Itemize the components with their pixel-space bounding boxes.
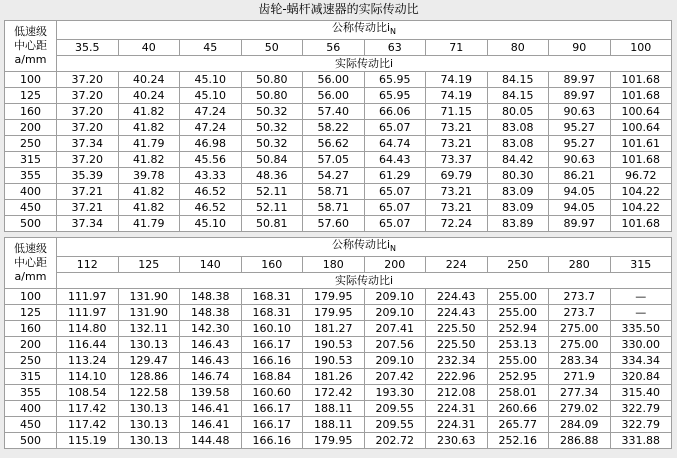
table-row [5,120,672,136]
actual-ratio-cell: 130.13 [118,401,180,417]
center-distance-cell: 315 [5,369,57,385]
nominal-ratio-value: 80 [487,40,549,56]
actual-ratio-cell: 65.07 [364,120,426,136]
actual-ratio-cell: 168.31 [241,305,303,321]
actual-ratio-cell: 260.66 [487,401,549,417]
center-distance-header-line: 低速级 [14,242,47,255]
actual-ratio-cell: 73.21 [426,184,488,200]
actual-ratio-cell: 225.50 [426,337,488,353]
nominal-ratio-value: 35.5 [57,40,119,56]
actual-ratio-cell: 255.00 [487,305,549,321]
actual-ratio-cell: 160.60 [241,385,303,401]
actual-ratio-cell: 50.32 [241,136,303,152]
actual-ratio-cell: 58.22 [303,120,365,136]
actual-ratio-cell: 65.95 [364,88,426,104]
center-distance-cell: 450 [5,417,57,433]
header-row-ratios [5,40,672,56]
actual-ratio-cell: 146.43 [180,337,242,353]
actual-ratio-cell: 225.50 [426,321,488,337]
actual-ratio-cell: 47.24 [180,120,242,136]
actual-ratio-cell: 45.10 [180,72,242,88]
actual-ratio-cell: 117.42 [57,417,119,433]
actual-ratio-cell: 52.11 [241,200,303,216]
actual-ratio-cell: 69.79 [426,168,488,184]
actual-ratio-cell: 283.34 [549,353,611,369]
actual-ratio-cell: 101.68 [610,88,672,104]
actual-ratio-cell: 45.10 [180,88,242,104]
actual-ratio-cell: 131.90 [118,305,180,321]
table-row [5,321,672,337]
actual-ratio-cell: 252.95 [487,369,549,385]
actual-ratio-cell: 212.08 [426,385,488,401]
table-row [5,401,672,417]
actual-ratio-cell: 100.64 [610,104,672,120]
actual-ratio-cell: 80.30 [487,168,549,184]
actual-ratio-cell: 232.34 [426,353,488,369]
actual-ratio-cell: 84.42 [487,152,549,168]
actual-ratio-cell: 116.44 [57,337,119,353]
actual-ratio-cell: 46.98 [180,136,242,152]
actual-ratio-cell: 43.33 [180,168,242,184]
actual-ratio-cell: 37.20 [57,152,119,168]
actual-ratio-cell: 111.97 [57,305,119,321]
center-distance-cell: 125 [5,88,57,104]
actual-ratio-cell: 90.63 [549,104,611,120]
actual-ratio-cell: 209.10 [364,289,426,305]
actual-ratio-cell: 322.79 [610,417,672,433]
actual-ratio-cell: 271.9 [549,369,611,385]
actual-ratio-cell: 273.7 [549,289,611,305]
actual-ratio-cell: 52.11 [241,184,303,200]
actual-ratio-cell: — [610,305,672,321]
actual-ratio-cell: 139.58 [180,385,242,401]
actual-ratio-cell: 96.72 [610,168,672,184]
actual-ratio-cell: 279.02 [549,401,611,417]
actual-ratio-cell: 83.89 [487,216,549,232]
actual-ratio-cell: 275.00 [549,337,611,353]
table-row [5,136,672,152]
nominal-ratio-value: 40 [118,40,180,56]
center-distance-cell: 250 [5,353,57,369]
actual-ratio-cell: 41.82 [118,104,180,120]
actual-ratio-cell: 108.54 [57,385,119,401]
actual-ratio-cell: 132.11 [118,321,180,337]
actual-ratio-cell: 37.20 [57,120,119,136]
ratio-table-1 [4,20,672,232]
actual-ratio-cell: 37.34 [57,216,119,232]
actual-ratio-cell: 286.88 [549,433,611,449]
actual-ratio-cell: 66.06 [364,104,426,120]
actual-ratio-cell: 188.11 [303,417,365,433]
center-distance-cell: 160 [5,321,57,337]
actual-ratio-cell: 46.52 [180,184,242,200]
nominal-ratio-subscript: N [390,27,397,36]
nominal-ratio-label: 公称传动比i [331,238,391,251]
nominal-ratio-value: 56 [303,40,365,56]
center-distance-cell: 500 [5,216,57,232]
nominal-ratio-label: 公称传动比i [331,21,391,34]
nominal-ratio-value: 90 [549,40,611,56]
actual-ratio-header: 实际传动比i [57,273,672,289]
actual-ratio-cell: 315.40 [610,385,672,401]
actual-ratio-cell: 284.09 [549,417,611,433]
actual-ratio-cell: 37.20 [57,72,119,88]
nominal-ratio-value: 315 [610,257,672,273]
actual-ratio-cell: 166.17 [241,401,303,417]
actual-ratio-cell: 117.42 [57,401,119,417]
nominal-ratio-value: 112 [57,257,119,273]
center-distance-header-line: 中心距 [14,256,47,269]
actual-ratio-cell: 83.09 [487,184,549,200]
actual-ratio-cell: 111.97 [57,289,119,305]
actual-ratio-cell: 95.27 [549,136,611,152]
actual-ratio-cell: 277.34 [549,385,611,401]
actual-ratio-cell: 130.13 [118,417,180,433]
center-distance-header-line: 低速级 [14,25,47,38]
actual-ratio-cell: 224.31 [426,417,488,433]
actual-ratio-cell: 209.55 [364,417,426,433]
actual-ratio-cell: 41.82 [118,120,180,136]
center-distance-header-line: a/mm [14,270,47,283]
table-row [5,152,672,168]
nominal-ratio-value: 140 [180,257,242,273]
nominal-ratio-value: 280 [549,257,611,273]
actual-ratio-cell: 168.31 [241,289,303,305]
actual-ratio-cell: 58.71 [303,200,365,216]
center-distance-cell: 200 [5,337,57,353]
actual-ratio-cell: 188.11 [303,401,365,417]
actual-ratio-cell: 65.07 [364,200,426,216]
header-row-ratios [5,257,672,273]
page-title: 齿轮-蜗杆减速器的实际传动比 [258,2,419,16]
center-distance-cell: 160 [5,104,57,120]
actual-ratio-cell: 50.84 [241,152,303,168]
actual-ratio-cell: 37.34 [57,136,119,152]
actual-ratio-cell: 115.19 [57,433,119,449]
nominal-ratio-header [57,238,672,257]
actual-ratio-cell: 46.52 [180,200,242,216]
actual-ratio-cell: 94.05 [549,184,611,200]
actual-ratio-cell: 222.96 [426,369,488,385]
actual-ratio-cell: 224.43 [426,289,488,305]
table-row [5,88,672,104]
actual-ratio-cell: 40.24 [118,88,180,104]
actual-ratio-cell: 146.41 [180,401,242,417]
actual-ratio-cell: 322.79 [610,401,672,417]
nominal-ratio-value: 125 [118,257,180,273]
actual-ratio-cell: 252.94 [487,321,549,337]
actual-ratio-cell: 41.82 [118,200,180,216]
actual-ratio-cell: 57.40 [303,104,365,120]
actual-ratio-cell: 41.79 [118,216,180,232]
actual-ratio-cell: 331.88 [610,433,672,449]
actual-ratio-cell: 83.08 [487,136,549,152]
actual-ratio-cell: 100.64 [610,120,672,136]
table-row [5,385,672,401]
actual-ratio-cell: 255.00 [487,353,549,369]
table-row [5,305,672,321]
actual-ratio-cell: 190.53 [303,353,365,369]
nominal-ratio-value: 50 [241,40,303,56]
actual-ratio-cell: 160.10 [241,321,303,337]
header-row-nominal [5,21,672,40]
center-distance-cell: 450 [5,200,57,216]
table-row [5,369,672,385]
actual-ratio-cell: 181.26 [303,369,365,385]
table-row [5,200,672,216]
actual-ratio-cell: 73.21 [426,136,488,152]
actual-ratio-cell: 104.22 [610,184,672,200]
actual-ratio-cell: 40.24 [118,72,180,88]
nominal-ratio-value: 200 [364,257,426,273]
actual-ratio-cell: 39.78 [118,168,180,184]
actual-ratio-cell: 130.13 [118,433,180,449]
actual-ratio-cell: 50.32 [241,104,303,120]
actual-ratio-cell: 101.61 [610,136,672,152]
actual-ratio-cell: 148.38 [180,305,242,321]
actual-ratio-cell: 335.50 [610,321,672,337]
actual-ratio-cell: 83.09 [487,200,549,216]
actual-ratio-cell: 45.10 [180,216,242,232]
header-row-actual [5,56,672,72]
actual-ratio-cell: — [610,289,672,305]
actual-ratio-cell: 113.24 [57,353,119,369]
table-row [5,353,672,369]
actual-ratio-cell: 50.81 [241,216,303,232]
center-distance-cell: 355 [5,385,57,401]
nominal-ratio-value: 250 [487,257,549,273]
actual-ratio-cell: 64.43 [364,152,426,168]
actual-ratio-cell: 142.30 [180,321,242,337]
center-distance-cell: 500 [5,433,57,449]
actual-ratio-cell: 86.21 [549,168,611,184]
header-row-nominal [5,238,672,257]
actual-ratio-cell: 166.16 [241,433,303,449]
actual-ratio-cell: 56.00 [303,72,365,88]
actual-ratio-cell: 71.15 [426,104,488,120]
actual-ratio-cell: 37.21 [57,200,119,216]
nominal-ratio-value: 100 [610,40,672,56]
actual-ratio-cell: 273.7 [549,305,611,321]
table-row [5,289,672,305]
table-row [5,104,672,120]
actual-ratio-cell: 148.38 [180,289,242,305]
actual-ratio-cell: 207.42 [364,369,426,385]
nominal-ratio-value: 224 [426,257,488,273]
actual-ratio-cell: 50.32 [241,120,303,136]
actual-ratio-cell: 56.62 [303,136,365,152]
actual-ratio-cell: 122.58 [118,385,180,401]
center-distance-cell: 100 [5,72,57,88]
actual-ratio-cell: 73.21 [426,120,488,136]
actual-ratio-cell: 193.30 [364,385,426,401]
actual-ratio-cell: 334.34 [610,353,672,369]
actual-ratio-cell: 172.42 [303,385,365,401]
actual-ratio-cell: 128.86 [118,369,180,385]
actual-ratio-cell: 65.07 [364,216,426,232]
center-distance-cell: 200 [5,120,57,136]
actual-ratio-cell: 146.43 [180,353,242,369]
actual-ratio-cell: 207.41 [364,321,426,337]
actual-ratio-cell: 101.68 [610,216,672,232]
nominal-ratio-value: 180 [303,257,365,273]
actual-ratio-cell: 104.22 [610,200,672,216]
actual-ratio-cell: 41.82 [118,184,180,200]
ratio-table-2 [4,237,672,449]
center-distance-cell: 315 [5,152,57,168]
actual-ratio-cell: 275.00 [549,321,611,337]
actual-ratio-header: 实际传动比i [57,56,672,72]
actual-ratio-cell: 190.53 [303,337,365,353]
actual-ratio-cell: 114.10 [57,369,119,385]
nominal-ratio-value: 45 [180,40,242,56]
nominal-ratio-value: 71 [426,40,488,56]
actual-ratio-cell: 74.19 [426,88,488,104]
actual-ratio-cell: 129.47 [118,353,180,369]
actual-ratio-cell: 168.84 [241,369,303,385]
actual-ratio-cell: 253.13 [487,337,549,353]
actual-ratio-cell: 54.27 [303,168,365,184]
center-distance-cell: 250 [5,136,57,152]
actual-ratio-cell: 179.95 [303,433,365,449]
actual-ratio-cell: 83.08 [487,120,549,136]
table-row [5,72,672,88]
actual-ratio-cell: 37.21 [57,184,119,200]
actual-ratio-cell: 166.17 [241,417,303,433]
actual-ratio-cell: 146.74 [180,369,242,385]
actual-ratio-cell: 95.27 [549,120,611,136]
actual-ratio-cell: 224.43 [426,305,488,321]
actual-ratio-cell: 64.74 [364,136,426,152]
actual-ratio-cell: 209.10 [364,305,426,321]
actual-ratio-cell: 179.95 [303,305,365,321]
actual-ratio-cell: 84.15 [487,88,549,104]
actual-ratio-cell: 146.41 [180,417,242,433]
actual-ratio-cell: 144.48 [180,433,242,449]
table-row [5,184,672,200]
actual-ratio-cell: 48.36 [241,168,303,184]
actual-ratio-cell: 131.90 [118,289,180,305]
actual-ratio-cell: 202.72 [364,433,426,449]
actual-ratio-cell: 65.95 [364,72,426,88]
actual-ratio-cell: 258.01 [487,385,549,401]
actual-ratio-cell: 58.71 [303,184,365,200]
actual-ratio-cell: 90.63 [549,152,611,168]
actual-ratio-cell: 80.05 [487,104,549,120]
header-row-actual [5,273,672,289]
center-distance-header-line: a/mm [14,53,47,66]
actual-ratio-cell: 209.10 [364,353,426,369]
actual-ratio-cell: 166.17 [241,337,303,353]
actual-ratio-cell: 265.77 [487,417,549,433]
actual-ratio-cell: 72.24 [426,216,488,232]
nominal-ratio-value: 63 [364,40,426,56]
actual-ratio-cell: 224.31 [426,401,488,417]
center-distance-cell: 100 [5,289,57,305]
actual-ratio-cell: 101.68 [610,152,672,168]
actual-ratio-cell: 45.56 [180,152,242,168]
center-distance-header [5,238,57,289]
actual-ratio-cell: 57.60 [303,216,365,232]
actual-ratio-cell: 255.00 [487,289,549,305]
actual-ratio-cell: 166.16 [241,353,303,369]
center-distance-cell: 400 [5,401,57,417]
actual-ratio-cell: 56.00 [303,88,365,104]
nominal-ratio-subscript: N [390,244,397,253]
actual-ratio-cell: 37.20 [57,88,119,104]
actual-ratio-cell: 73.37 [426,152,488,168]
nominal-ratio-value: 160 [241,257,303,273]
actual-ratio-cell: 65.07 [364,184,426,200]
actual-ratio-cell: 230.63 [426,433,488,449]
actual-ratio-cell: 89.97 [549,216,611,232]
actual-ratio-cell: 207.56 [364,337,426,353]
actual-ratio-cell: 41.79 [118,136,180,152]
actual-ratio-cell: 89.97 [549,72,611,88]
actual-ratio-cell: 130.13 [118,337,180,353]
actual-ratio-cell: 114.80 [57,321,119,337]
center-distance-header-line: 中心距 [14,39,47,52]
actual-ratio-cell: 57.05 [303,152,365,168]
actual-ratio-cell: 181.27 [303,321,365,337]
actual-ratio-cell: 47.24 [180,104,242,120]
center-distance-cell: 125 [5,305,57,321]
actual-ratio-cell: 41.82 [118,152,180,168]
actual-ratio-cell: 101.68 [610,72,672,88]
table-row [5,417,672,433]
actual-ratio-cell: 84.15 [487,72,549,88]
center-distance-header [5,21,57,72]
actual-ratio-cell: 50.80 [241,72,303,88]
center-distance-cell: 355 [5,168,57,184]
actual-ratio-cell: 320.84 [610,369,672,385]
actual-ratio-cell: 61.29 [364,168,426,184]
center-distance-cell: 400 [5,184,57,200]
actual-ratio-cell: 50.80 [241,88,303,104]
actual-ratio-cell: 89.97 [549,88,611,104]
table-row [5,433,672,449]
table-row [5,216,672,232]
actual-ratio-cell: 94.05 [549,200,611,216]
actual-ratio-cell: 74.19 [426,72,488,88]
actual-ratio-cell: 252.16 [487,433,549,449]
actual-ratio-cell: 37.20 [57,104,119,120]
actual-ratio-cell: 330.00 [610,337,672,353]
actual-ratio-cell: 179.95 [303,289,365,305]
actual-ratio-cell: 35.39 [57,168,119,184]
actual-ratio-cell: 209.55 [364,401,426,417]
table-row [5,337,672,353]
nominal-ratio-header [57,21,672,40]
actual-ratio-cell: 73.21 [426,200,488,216]
table-row [5,168,672,184]
